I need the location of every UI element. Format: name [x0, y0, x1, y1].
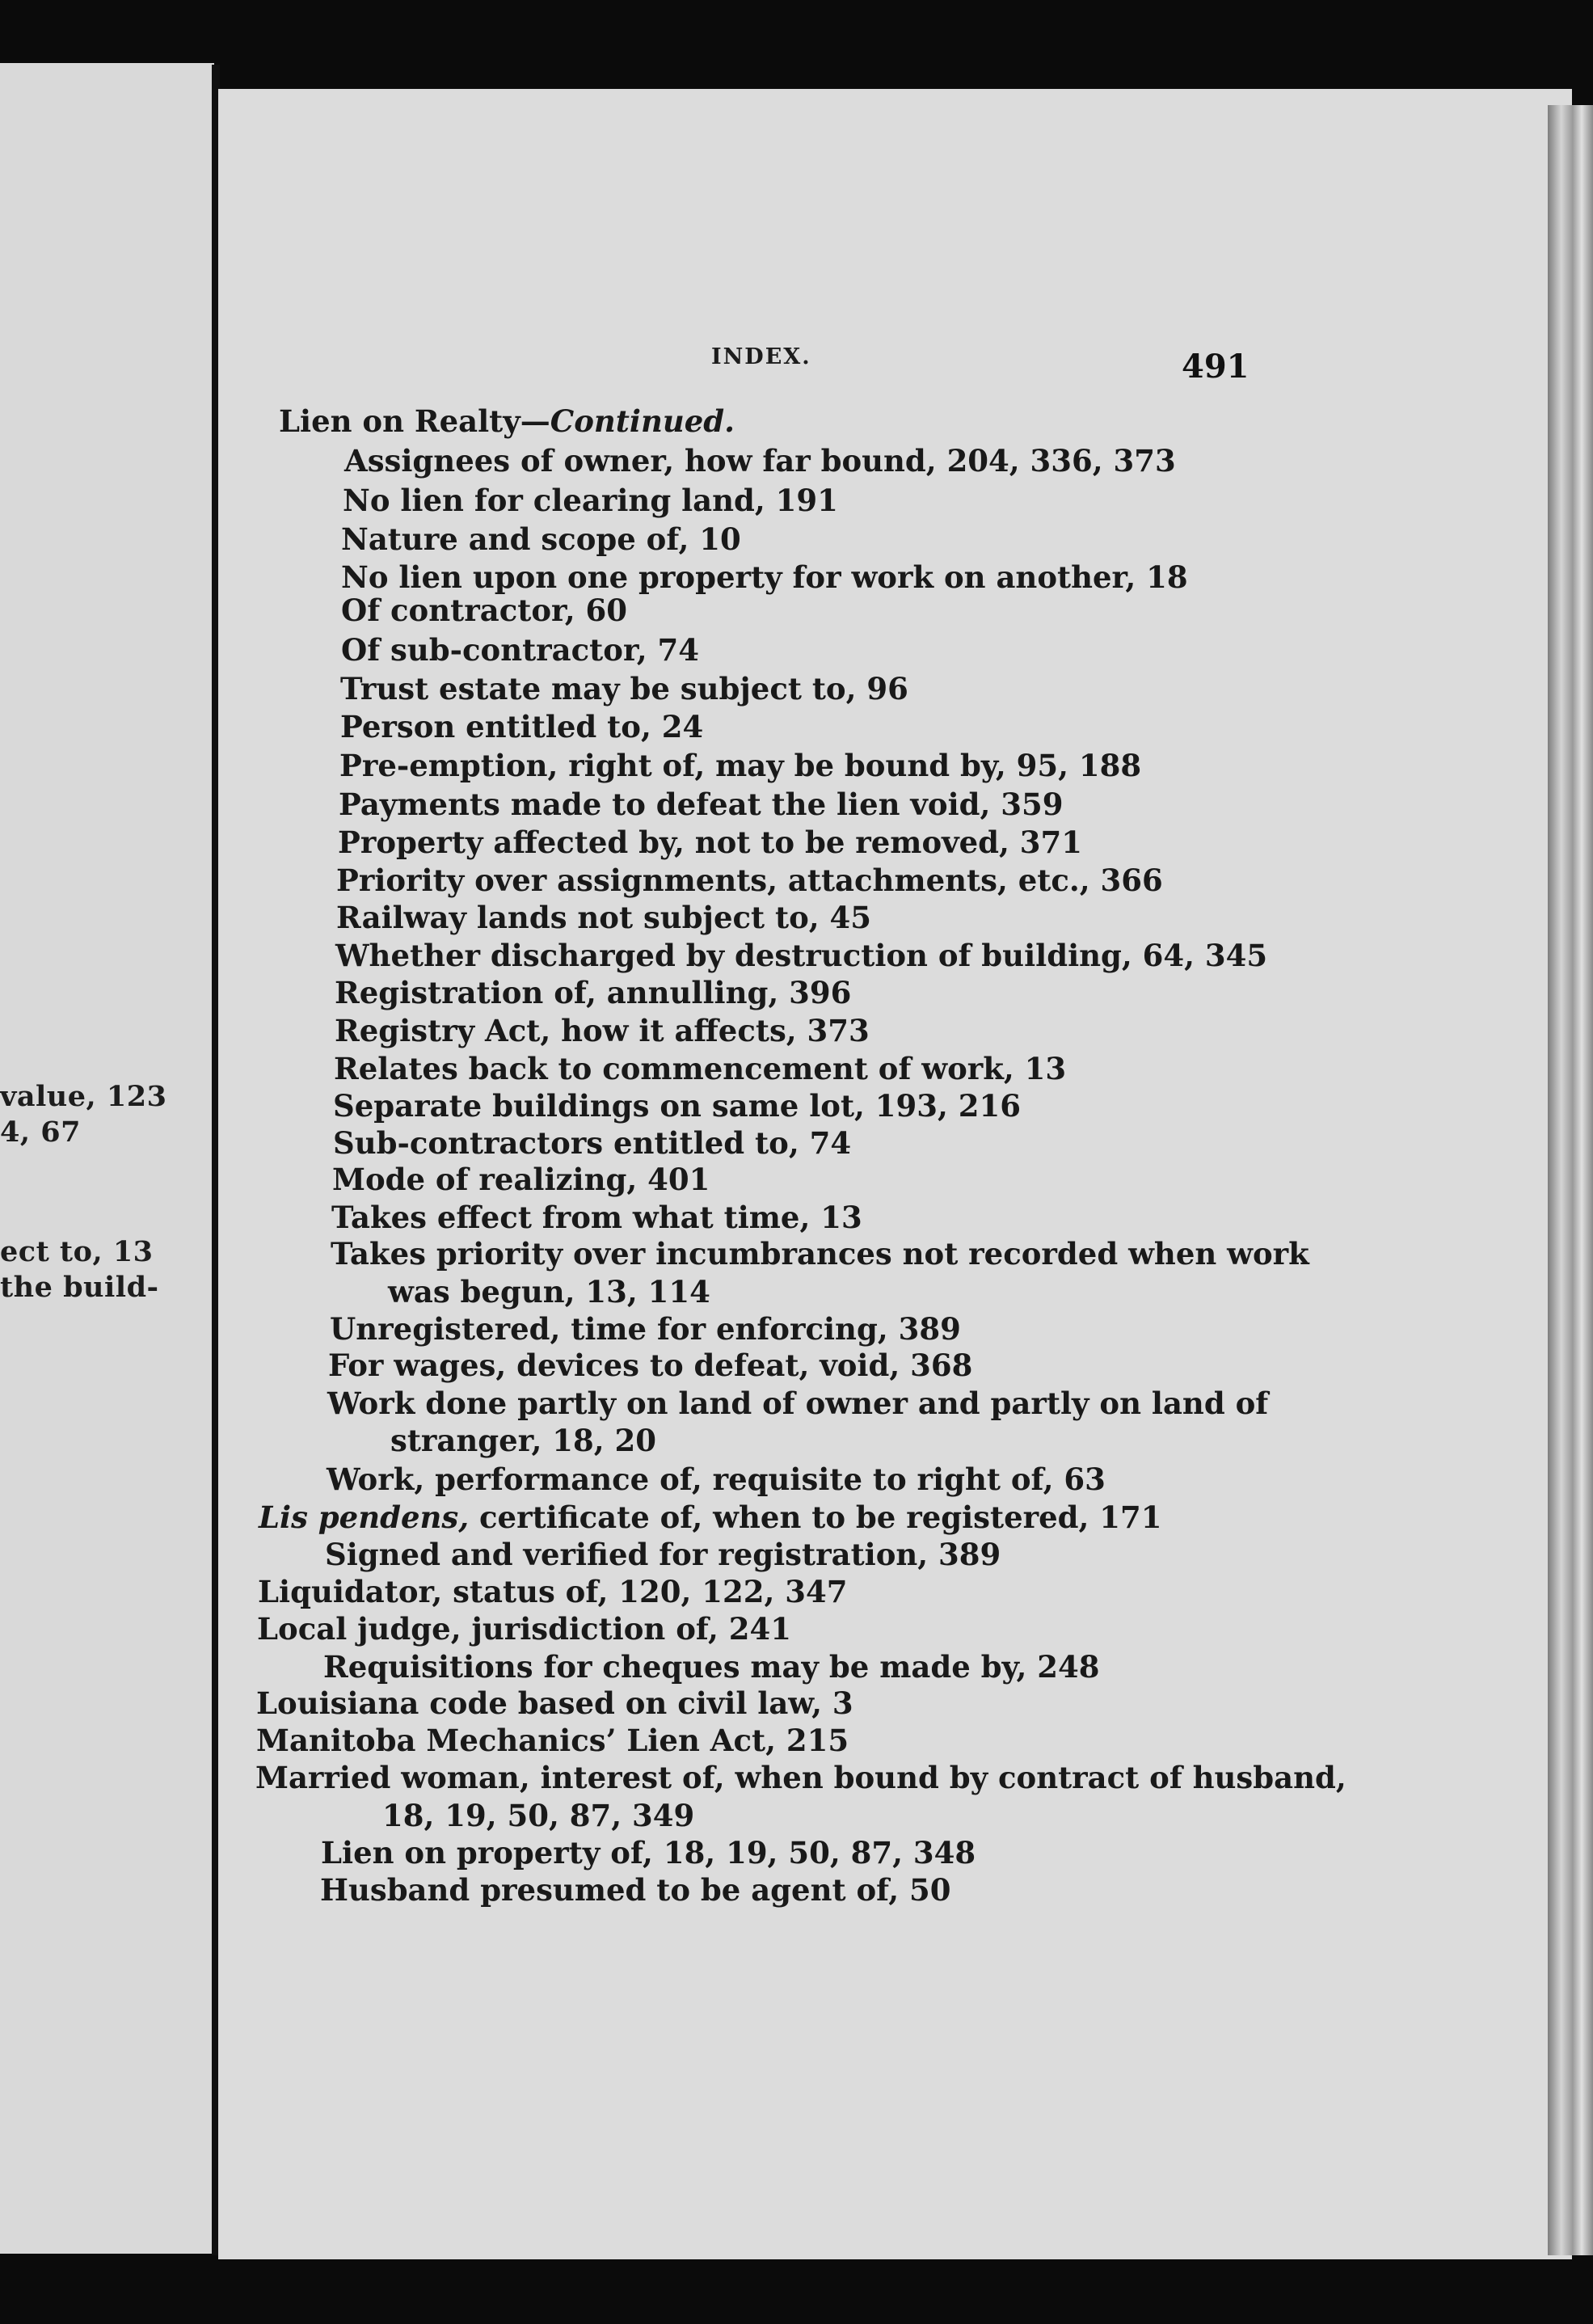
index-subentry: Registry Act, how it affects, 373	[335, 1013, 870, 1048]
index-subentry: Work done partly on land of owner and partly on land of	[327, 1386, 1269, 1421]
index-subentry: No lien upon one property for work on another, 18	[341, 559, 1188, 595]
index-subentry: Nature and scope of, 10	[341, 521, 741, 557]
index-subentry: Work, performance of, requisite to right of, 63	[327, 1461, 1106, 1497]
index-subentry: Priority over assignments, attachments, etc., 366	[336, 863, 1163, 898]
index-subentry: Pre-emption, right of, may be bound by, 95, 188	[339, 748, 1142, 783]
left-page-fragment: 4, 67	[0, 1116, 81, 1149]
index-subentry: Assignees of owner, how far bound, 204, 336, 373	[344, 443, 1176, 479]
index-subentry: Of contractor, 60	[341, 593, 628, 628]
index-subentry: Separate buildings on same lot, 193, 216	[333, 1088, 1022, 1124]
index-subentry: Property affected by, not to be removed, 371	[338, 825, 1083, 860]
left-page-fragment: value, 123	[0, 1080, 167, 1113]
index-subentry-continuation: stranger, 18, 20	[390, 1423, 657, 1458]
index-subentry: Unregistered, time for enforcing, 389	[330, 1311, 961, 1347]
index-heading: Manitoba Mechanics’ Lien Act, 215	[256, 1723, 849, 1758]
index-subentry: Person entitled to, 24	[340, 709, 704, 744]
index-subentry: Registration of, annulling, 396	[335, 975, 852, 1010]
index-heading: Lien on Realty—Continued.	[279, 403, 735, 439]
index-subentry: Requisitions for cheques may be made by, 248	[323, 1649, 1100, 1685]
index-subentry: For wages, devices to defeat, void, 368	[328, 1348, 973, 1383]
index-subentry: Takes priority over incumbrances not recorded when work	[331, 1236, 1309, 1272]
index-subentry: Trust estate may be subject to, 96	[340, 671, 908, 706]
index-subentry: Railway lands not subject to, 45	[336, 900, 872, 935]
index-heading: Lis pendens, certificate of, when to be registered, 171	[259, 1499, 1162, 1535]
index-heading: Married woman, interest of, when bound by contract of husband,	[255, 1760, 1346, 1795]
index-subentry: Mode of realizing, 401	[332, 1162, 710, 1197]
index-subentry: Of sub-contractor, 74	[341, 632, 700, 668]
index-subentry-continuation: was begun, 13, 114	[388, 1274, 710, 1310]
index-subentry: Payments made to defeat the lien void, 359	[339, 787, 1064, 822]
index-heading: Local judge, jurisdiction of, 241	[257, 1611, 791, 1647]
index-subentry: Lien on property of, 18, 19, 50, 87, 348	[321, 1835, 976, 1871]
index-subentry: Husband presumed to be agent of, 50	[320, 1872, 951, 1908]
index-heading-continuation: 18, 19, 50, 87, 349	[382, 1798, 695, 1833]
running-header: INDEX.	[711, 344, 811, 369]
index-subentry: Relates back to commencement of work, 13	[334, 1051, 1067, 1086]
left-page-fragment: ect to, 13	[0, 1235, 154, 1268]
index-heading: Liquidator, status of, 120, 122, 347	[258, 1574, 848, 1609]
left-page-fragment: the build-	[0, 1271, 159, 1304]
index-subentry: Signed and verified for registration, 389	[325, 1537, 1001, 1572]
index-subentry: No lien for clearing land, 191	[343, 483, 838, 518]
index-subentry: Sub-contractors entitled to, 74	[333, 1125, 852, 1161]
index-subentry: Takes effect from what time, 13	[331, 1200, 862, 1235]
page-number: 491	[1182, 348, 1250, 386]
index-heading: Louisiana code based on civil law, 3	[256, 1685, 853, 1721]
index-subentry: Whether discharged by destruction of building, 64, 345	[335, 938, 1268, 973]
